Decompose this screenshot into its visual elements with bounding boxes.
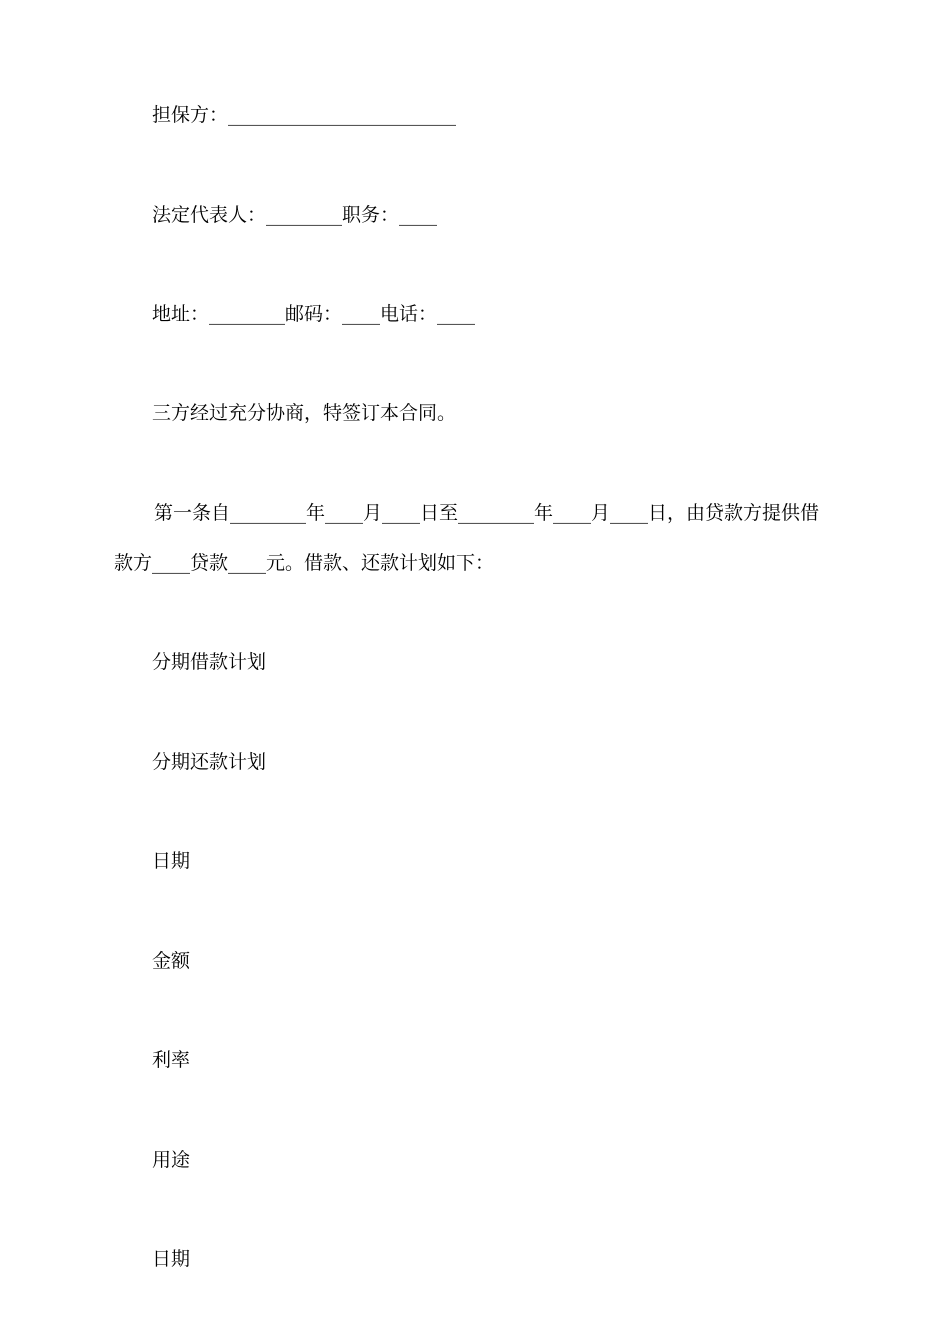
date-label-2: 日期	[152, 1248, 191, 1270]
installment-repayment-plan: 分期还款计划	[152, 751, 267, 773]
agreement-statement: 三方经过充分协商，特签订本合同。	[152, 402, 457, 424]
interest-rate-label: 利率	[152, 1049, 191, 1071]
address-line: 地址：________邮码：____电话：____	[152, 303, 476, 325]
guarantor-line: 担保方：________________________	[152, 104, 457, 126]
installment-borrowing-plan: 分期借款计划	[152, 651, 267, 673]
purpose-label: 用途	[152, 1149, 191, 1171]
amount-label: 金额	[152, 950, 191, 972]
article-1-line-1: 第一条自________年____月____日至________年____月____日，由贷款方提供借	[154, 502, 820, 524]
date-label: 日期	[152, 850, 191, 872]
article-1-line-2: 款方____贷款____元。借款、还款计划如下：	[114, 552, 495, 574]
legal-representative-line: 法定代表人：________职务：____	[152, 204, 438, 226]
